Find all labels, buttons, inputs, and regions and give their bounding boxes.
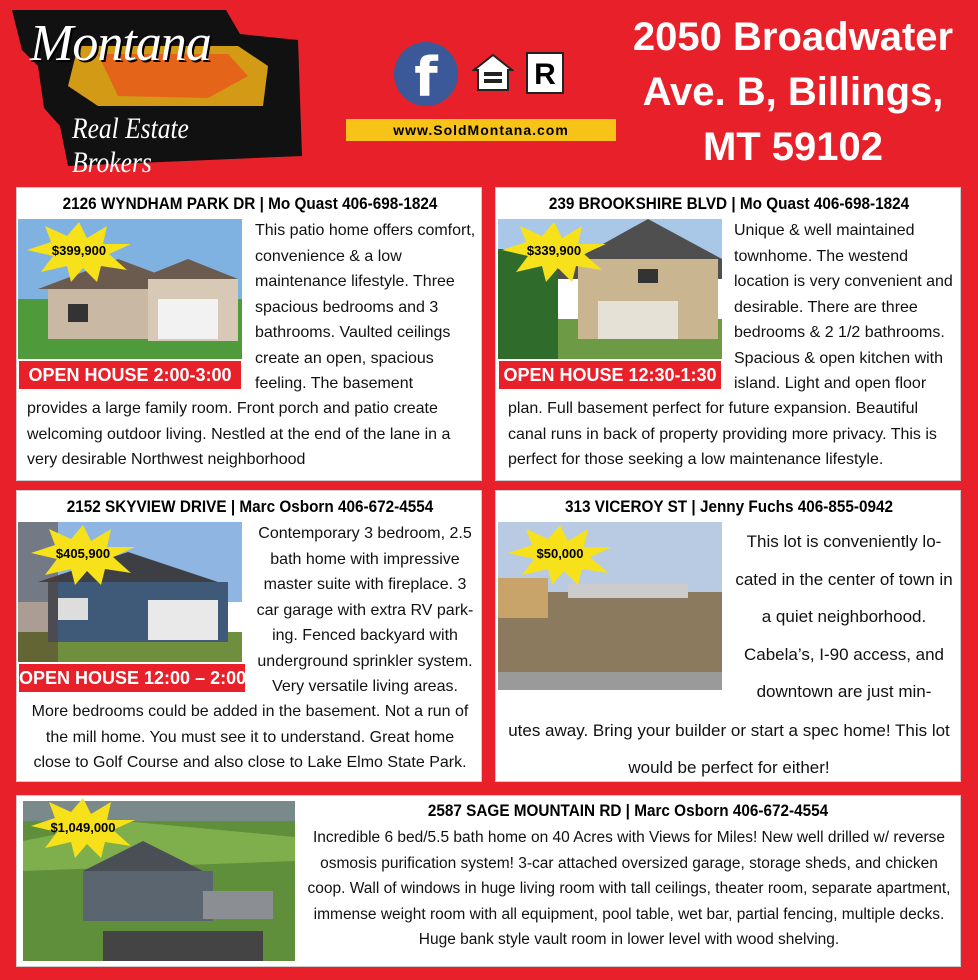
header <box>0 0 978 182</box>
listing-description-continued: provides a large family room. Front porch and patio create welcoming outdoor living. Nestled at the end of the lane in a very desirable Northwest neighborhood <box>27 400 451 468</box>
listing-description: This lot is conveniently lo-cated in the center of town in a quiet neighborhood. Cabela’s, I-90 access, and downtown are just min- <box>735 532 953 701</box>
office-address <box>608 10 978 175</box>
open-house-banner: OPEN HOUSE 12:00 – 2:00 <box>18 663 246 693</box>
listing-price: $405,900 <box>55 546 111 561</box>
listing-description-continued: More bedrooms could be added in the basement. Not a run of the mill home. You must see it to understand. Great home close to Golf Course and also close to Lake Elmo State Park. <box>31 703 469 771</box>
listing-title: 2587 SAGE MOUNTAIN RD | Marc Osborn 406-672-4554 <box>427 801 829 820</box>
listing-card-wyndham[interactable] <box>16 187 482 481</box>
brand-subtitle: Real Estate Brokers <box>72 112 189 179</box>
listing-description: Unique & well maintained townhome. The westend location is very convenient and desirable. There are three bedrooms & 2 1/2 bathrooms. Spacious & open kitchen with island. Light and open floor <box>734 222 953 392</box>
listing-price: $399,900 <box>51 243 107 258</box>
listing-title: 2126 WYNDHAM PARK DR | Mo Quast 406-698-1824 <box>62 194 438 213</box>
listing-description: Contemporary 3 bedroom, 2.5 bath home with impressive master suite with fireplace. 3 car garage with extra RV park-ing. Fenced backyard with underground sprinkler system. Very versatile living areas. <box>256 525 474 695</box>
listing-price: $50,000 <box>536 546 584 561</box>
listing-card-viceroy[interactable] <box>495 490 961 782</box>
listing-description-continued: utes away. Bring your builder or start a spec home! This lot would be perfect for either! <box>508 721 950 777</box>
website-link[interactable]: www.SoldMontana.com <box>346 119 616 141</box>
listing-card-sage-mountain[interactable] <box>16 795 961 967</box>
realtor-icon: R <box>526 52 564 94</box>
address-line-2: Ave. B, Billings, <box>642 70 944 114</box>
open-house-banner: OPEN HOUSE 2:00-3:00 <box>18 360 242 390</box>
listing-description: This patio home offers comfort, convenience & a low maintenance lifestyle. Three spacious bedrooms and 3 bathrooms. Vaulted ceilings create an open, spacious feeling. The basement <box>255 222 476 392</box>
address-line-3: MT 59102 <box>702 125 884 169</box>
facebook-icon[interactable]: f <box>394 42 458 106</box>
montana-logo[interactable] <box>8 6 308 179</box>
listing-description: Incredible 6 bed/5.5 bath home on 40 Acres with Views for Miles! New well drilled w/ reverse osmosis purification system! 3-car attached oversized garage, storage sheds, and chicken coop. Wall of windows in huge living room with tall ceilings, theater room, separate apartment, immense weight room with all equipment, pool table, wet bar, partial fencing, multiple decks. Huge bank style vault room in lower level with wood shelving. <box>307 829 951 948</box>
listing-price: $339,900 <box>526 243 582 258</box>
listing-title: 313 VICEROY ST | Jenny Fuchs 406-855-0942 <box>564 497 894 516</box>
listing-price: $1,049,000 <box>50 820 116 835</box>
listing-title: 2152 SKYVIEW DRIVE | Marc Osborn 406-672-4554 <box>66 497 434 516</box>
listing-card-brookshire[interactable] <box>495 187 961 481</box>
listing-description-continued: plan. Full basement perfect for future expansion. Beautiful canal runs in back of property providing more privacy. This is perfect for those seeking a low maintenance lifestyle. <box>508 400 937 468</box>
listing-title: 239 BROOKSHIRE BLVD | Mo Quast 406-698-1824 <box>548 194 910 213</box>
listing-card-skyview[interactable] <box>16 490 482 782</box>
equal-housing-icon <box>472 52 514 94</box>
open-house-banner: OPEN HOUSE 12:30-1:30 <box>498 360 722 390</box>
brand-name: Montana <box>30 15 211 72</box>
address-line-1: 2050 Broadwater <box>632 15 954 59</box>
